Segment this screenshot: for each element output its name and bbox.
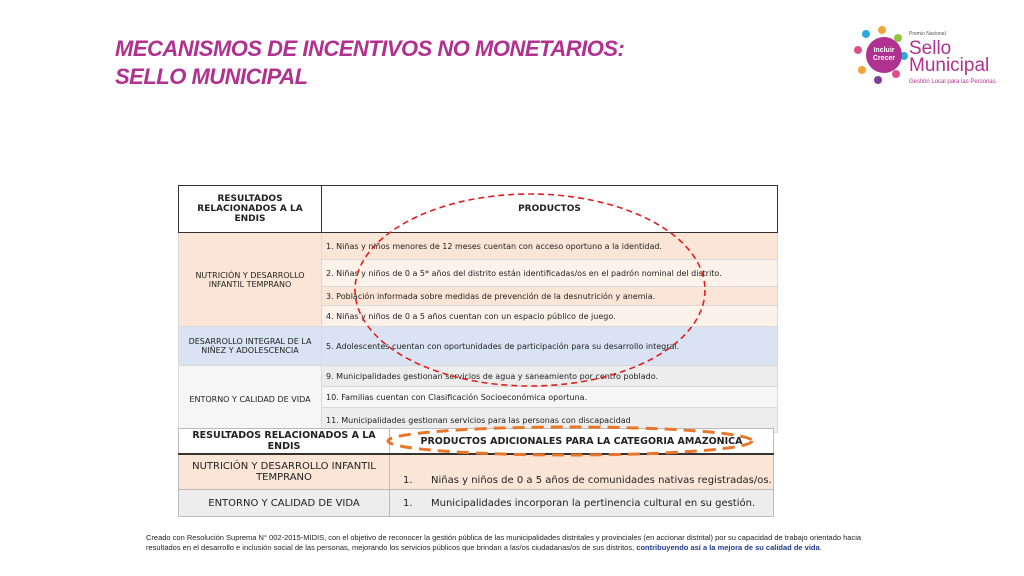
table-row xyxy=(179,366,778,387)
group-label-nutricion: NUTRICIÓN Y DESARROLLO INFANTIL TEMPRANO xyxy=(179,233,322,327)
products-table xyxy=(178,185,778,433)
group-label-entorno: ENTORNO Y CALIDAD DE VIDA xyxy=(179,366,322,433)
product-item: 5. Adolescentes cuentan con oportunidades de participación para su desarrollo integral. xyxy=(322,327,778,366)
footnote xyxy=(146,533,886,553)
product-item: 9. Municipalidades gestionan servicios de agua y saneamiento por centro poblado. xyxy=(322,366,778,387)
item-number: 1. xyxy=(403,475,413,486)
logo-name-sello: Sello xyxy=(909,38,952,59)
table-row xyxy=(179,233,778,260)
item-number: 1. xyxy=(403,497,413,509)
slide-title xyxy=(115,35,624,91)
additional-table-header xyxy=(179,429,774,455)
title-line-1: MECANISMOS DE INCENTIVOS NO MONETARIOS: xyxy=(115,36,625,61)
footnote-emphasis: contribuyendo así a la mejora de su calidad de vida xyxy=(636,543,820,552)
header-products: PRODUCTOS xyxy=(322,186,778,233)
product-item: 2. Niñas y niños de 0 a 5* años del distrito están identificadas/os en el padrón nominal del distrito. xyxy=(322,260,778,287)
sello-municipal-logo xyxy=(852,20,1022,100)
item-text: Niñas y niños de 0 a 5 años de comunidades nativas registradas/os. xyxy=(431,475,772,486)
product-item: 1. Niñas y niños menores de 12 meses cuentan con acceso oportuno a la identidad. xyxy=(322,233,778,260)
table-row xyxy=(179,490,774,517)
additional-product-item xyxy=(390,490,774,517)
product-item: 11. Municipalidades gestionan servicios para las personas con discapacidad xyxy=(322,408,778,433)
logo-premio-label: Premio Nacional xyxy=(909,31,946,37)
product-item: 3. Población informada sobre medidas de prevención de la desnutrición y anemia. xyxy=(322,287,778,306)
header-results-2: RESULTADOS RELACIONADOS A LA ENDIS xyxy=(179,429,390,455)
logo-name-municipal: Municipal xyxy=(909,55,990,76)
product-item: 10. Familias cuentan con Clasificación Socioeconómica oportuna. xyxy=(322,387,778,408)
additional-products-table xyxy=(178,428,774,517)
logo-tagline: Gestión Local para las Personas xyxy=(909,79,996,85)
row-label-entorno: ENTORNO Y CALIDAD DE VIDA xyxy=(179,490,390,517)
product-item: 4. Niñas y niños de 0 a 5 años cuentan con un espacio público de juego. xyxy=(322,306,778,327)
header-results: RESULTADOS RELACIONADOS A LA ENDIS xyxy=(179,186,322,233)
footnote-end: . xyxy=(819,543,822,552)
header-additional-products: PRODUCTOS ADICIONALES PARA LA CATEGORIA AMAZONICA xyxy=(390,429,774,455)
additional-product-item xyxy=(390,454,774,490)
title-line-2: SELLO MUNICIPAL xyxy=(115,64,308,89)
incluir-crecer-badge: Incluir Crecer xyxy=(866,37,902,73)
table-row xyxy=(179,454,774,490)
row-label-nutricion: NUTRICIÓN Y DESARROLLO INFANTIL TEMPRANO xyxy=(179,454,390,490)
group-label-desarrollo: DESARROLLO INTEGRAL DE LA NIÑEZ Y ADOLESCENCIA xyxy=(179,327,322,366)
table-row xyxy=(179,327,778,366)
item-text: Municipalidades incorporan la pertinencia cultural en su gestión. xyxy=(431,497,756,509)
footnote-text: Creado con Resolución Suprema N° 002-2015-MIDIS, con el objetivo de reconocer la gestión pública de las municipalidades distritales y provinciales (en accionar distrital) por su capacidad de trabajo orientado hacia resultados en el desarrollo e inclusión social de las personas, mejorando los servicios públicos que brindan a las/os ciudadanas/os de sus distritos, xyxy=(146,533,862,552)
products-table-header xyxy=(179,186,778,233)
